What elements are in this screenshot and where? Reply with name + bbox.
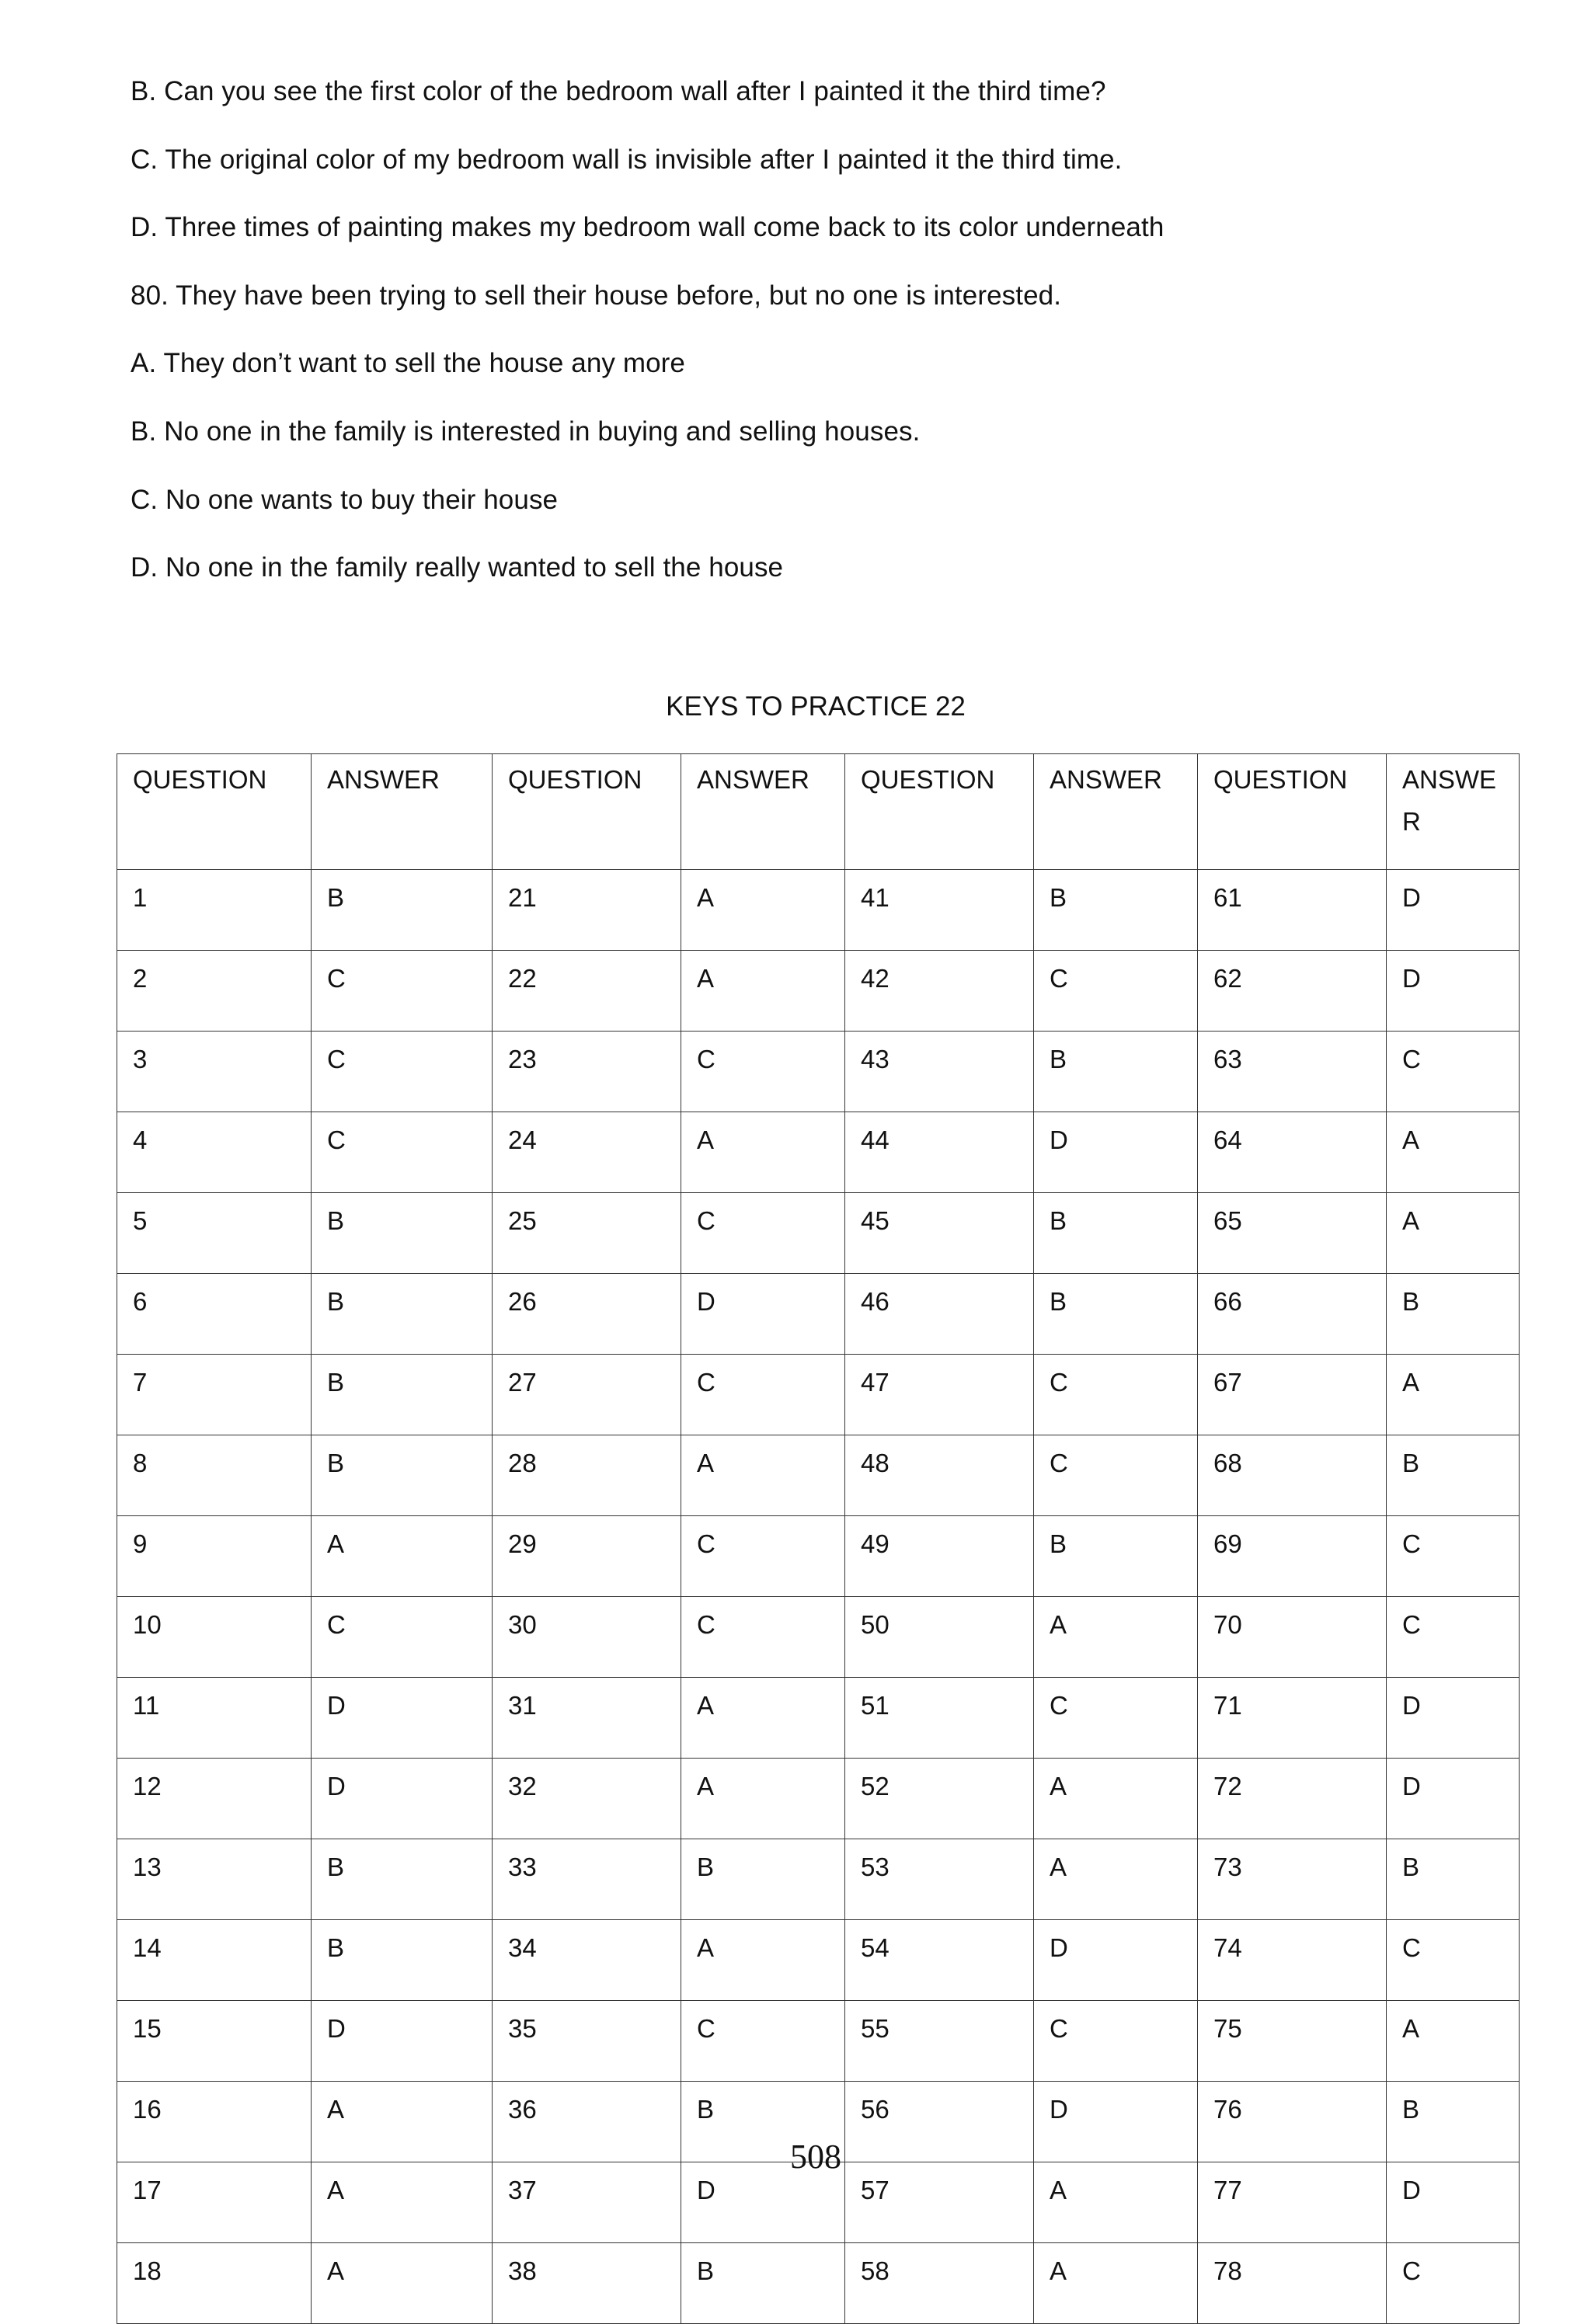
answer-cell: A [1034,1597,1198,1678]
answer-cell: D [681,2162,845,2243]
table-row [117,870,1520,951]
answer-cell: B [312,1355,493,1435]
answer-cell: B [1387,1435,1520,1516]
question-number-cell: 70 [1198,1597,1387,1678]
question-number-cell: 16 [117,2082,312,2162]
answer-cell: D [1387,1678,1520,1759]
table-row [117,2243,1520,2324]
question-number-cell: 12 [117,1759,312,1839]
page-number: 508 [790,2138,841,2176]
question-80: 80. They have been trying to sell their house before, but no one is interested. [131,280,1062,311]
table-row [117,1274,1520,1355]
answer-cell: B [312,870,493,951]
question-number-cell: 29 [493,1516,681,1597]
question-number-cell: 77 [1198,2162,1387,2243]
question-number-cell: 64 [1198,1112,1387,1193]
question-number-cell: 66 [1198,1274,1387,1355]
question-number-cell: 76 [1198,2082,1387,2162]
answer-cell: B [1034,1193,1198,1274]
question-number-cell: 1 [117,870,312,951]
question-number-cell: 49 [845,1516,1034,1597]
answer-key-table [117,753,1520,2324]
table-row [117,2001,1520,2082]
answer-cell: D [312,1759,493,1839]
answer-cell: A [312,2162,493,2243]
question-number-cell: 51 [845,1678,1034,1759]
answer-cell: A [681,1759,845,1839]
question-number-cell: 62 [1198,951,1387,1032]
question-number-cell: 45 [845,1193,1034,1274]
answer-cell: A [681,1435,845,1516]
option-80-b: B. No one in the family is interested in buying and selling houses. [131,416,921,447]
table-row [117,1355,1520,1435]
answer-cell: A [1387,1355,1520,1435]
answer-cell: D [312,2001,493,2082]
question-number-cell: 37 [493,2162,681,2243]
question-number-cell: 48 [845,1435,1034,1516]
column-header: ANSWER [312,754,493,870]
question-number-cell: 46 [845,1274,1034,1355]
answer-cell: B [312,1193,493,1274]
column-header: ANSWER [681,754,845,870]
answer-cell: B [1387,1839,1520,1920]
question-number-cell: 75 [1198,2001,1387,2082]
question-number-cell: 30 [493,1597,681,1678]
answer-cell: A [1034,2243,1198,2324]
option-80-a: A. They don’t want to sell the house any more [131,348,685,378]
answer-cell: C [1034,2001,1198,2082]
question-number-cell: 27 [493,1355,681,1435]
answer-cell: A [681,1678,845,1759]
question-number-cell: 63 [1198,1032,1387,1112]
answer-cell: B [1034,1032,1198,1112]
table-row [117,1112,1520,1193]
table-header-row [117,754,1520,870]
question-number-cell: 74 [1198,1920,1387,2001]
question-number-cell: 50 [845,1597,1034,1678]
answer-cell: D [1034,2082,1198,2162]
answer-cell: C [1387,1032,1520,1112]
answer-cell: C [681,2001,845,2082]
answer-cell: C [312,1597,493,1678]
answer-cell: A [1034,1839,1198,1920]
question-number-cell: 8 [117,1435,312,1516]
answer-cell: B [312,1839,493,1920]
answer-cell: A [312,1516,493,1597]
answer-cell: C [312,1112,493,1193]
question-number-cell: 69 [1198,1516,1387,1597]
table-body [117,870,1520,2324]
question-number-cell: 52 [845,1759,1034,1839]
question-number-cell: 9 [117,1516,312,1597]
question-number-cell: 73 [1198,1839,1387,1920]
answer-cell: D [1387,2162,1520,2243]
question-number-cell: 24 [493,1112,681,1193]
question-number-cell: 6 [117,1274,312,1355]
question-number-cell: 72 [1198,1759,1387,1839]
column-header: QUESTION [493,754,681,870]
answer-cell: A [681,951,845,1032]
answer-cell: B [312,1435,493,1516]
table-title: KEYS TO PRACTICE 22 [666,691,966,722]
answer-cell: D [1387,1759,1520,1839]
question-number-cell: 36 [493,2082,681,2162]
question-number-cell: 15 [117,2001,312,2082]
question-number-cell: 31 [493,1678,681,1759]
table-row [117,1597,1520,1678]
answer-cell: A [1387,1193,1520,1274]
question-number-cell: 38 [493,2243,681,2324]
answer-cell: C [681,1032,845,1112]
question-number-cell: 44 [845,1112,1034,1193]
answer-cell: A [681,1112,845,1193]
option-79-b: B. Can you see the first color of the bedroom wall after I painted it the third time? [131,76,1106,106]
answer-cell: C [1034,1435,1198,1516]
answer-cell: A [681,870,845,951]
question-number-cell: 58 [845,2243,1034,2324]
table-row [117,951,1520,1032]
answer-cell: D [1034,1112,1198,1193]
question-number-cell: 10 [117,1597,312,1678]
question-number-cell: 71 [1198,1678,1387,1759]
answer-cell: A [312,2082,493,2162]
option-79-c: C. The original color of my bedroom wall is invisible after I painted it the third time. [131,144,1123,175]
question-number-cell: 47 [845,1355,1034,1435]
answer-cell: B [312,1274,493,1355]
question-number-cell: 68 [1198,1435,1387,1516]
table-row [117,1759,1520,1839]
option-79-d: D. Three times of painting makes my bedroom wall come back to its color underneath [131,212,1165,242]
answer-cell: C [681,1355,845,1435]
answer-cell: A [1387,2001,1520,2082]
answer-cell: C [1034,951,1198,1032]
question-number-cell: 61 [1198,870,1387,951]
answer-cell: D [312,1678,493,1759]
answer-cell: B [1034,1516,1198,1597]
question-number-cell: 35 [493,2001,681,2082]
column-header: ANSWER [1387,754,1520,870]
column-header: QUESTION [117,754,312,870]
table-row [117,1032,1520,1112]
question-number-cell: 13 [117,1839,312,1920]
question-number-cell: 11 [117,1678,312,1759]
question-number-cell: 5 [117,1193,312,1274]
question-number-cell: 25 [493,1193,681,1274]
question-number-cell: 67 [1198,1355,1387,1435]
column-header: QUESTION [845,754,1034,870]
answer-cell: C [1387,1516,1520,1597]
table-row [117,1193,1520,1274]
answer-cell: C [681,1193,845,1274]
answer-cell: B [312,1920,493,2001]
answer-cell: C [681,1516,845,1597]
answer-cell: C [1387,1597,1520,1678]
answer-cell: A [1034,1759,1198,1839]
table-row [117,1435,1520,1516]
answer-cell: D [1034,1920,1198,2001]
column-header: ANSWER [1034,754,1198,870]
question-number-cell: 43 [845,1032,1034,1112]
question-number-cell: 21 [493,870,681,951]
question-number-cell: 56 [845,2082,1034,2162]
answer-cell: C [1034,1678,1198,1759]
answer-cell: D [1387,870,1520,951]
answer-cell: A [1034,2162,1198,2243]
table-row [117,1678,1520,1759]
question-number-cell: 55 [845,2001,1034,2082]
answer-cell: A [1387,1112,1520,1193]
question-number-cell: 78 [1198,2243,1387,2324]
question-number-cell: 14 [117,1920,312,2001]
question-number-cell: 65 [1198,1193,1387,1274]
question-number-cell: 17 [117,2162,312,2243]
answer-cell: A [681,1920,845,2001]
answer-cell: D [1387,951,1520,1032]
table-row [117,1516,1520,1597]
question-number-cell: 22 [493,951,681,1032]
option-80-d: D. No one in the family really wanted to sell the house [131,552,784,583]
answer-cell: B [681,2082,845,2162]
question-number-cell: 41 [845,870,1034,951]
question-number-cell: 4 [117,1112,312,1193]
question-number-cell: 23 [493,1032,681,1112]
answer-cell: C [312,951,493,1032]
question-number-cell: 2 [117,951,312,1032]
question-number-cell: 28 [493,1435,681,1516]
table-row [117,1920,1520,2001]
answer-cell: B [1387,2082,1520,2162]
question-number-cell: 18 [117,2243,312,2324]
answer-cell: C [1387,1920,1520,2001]
question-number-cell: 57 [845,2162,1034,2243]
answer-cell: C [1387,2243,1520,2324]
answer-cell: A [312,2243,493,2324]
table-row [117,1839,1520,1920]
answer-cell: D [681,1274,845,1355]
answer-cell: C [1034,1355,1198,1435]
answer-cell: C [681,1597,845,1678]
answer-cell: B [681,2243,845,2324]
answer-cell: B [1387,1274,1520,1355]
question-number-cell: 7 [117,1355,312,1435]
option-80-c: C. No one wants to buy their house [131,485,559,515]
answer-cell: B [1034,1274,1198,1355]
question-number-cell: 42 [845,951,1034,1032]
question-number-cell: 26 [493,1274,681,1355]
question-number-cell: 34 [493,1920,681,2001]
answer-cell: B [681,1839,845,1920]
question-number-cell: 32 [493,1759,681,1839]
answer-cell: C [312,1032,493,1112]
question-number-cell: 33 [493,1839,681,1920]
column-header: QUESTION [1198,754,1387,870]
question-number-cell: 54 [845,1920,1034,2001]
question-number-cell: 3 [117,1032,312,1112]
question-number-cell: 53 [845,1839,1034,1920]
answer-cell: B [1034,870,1198,951]
